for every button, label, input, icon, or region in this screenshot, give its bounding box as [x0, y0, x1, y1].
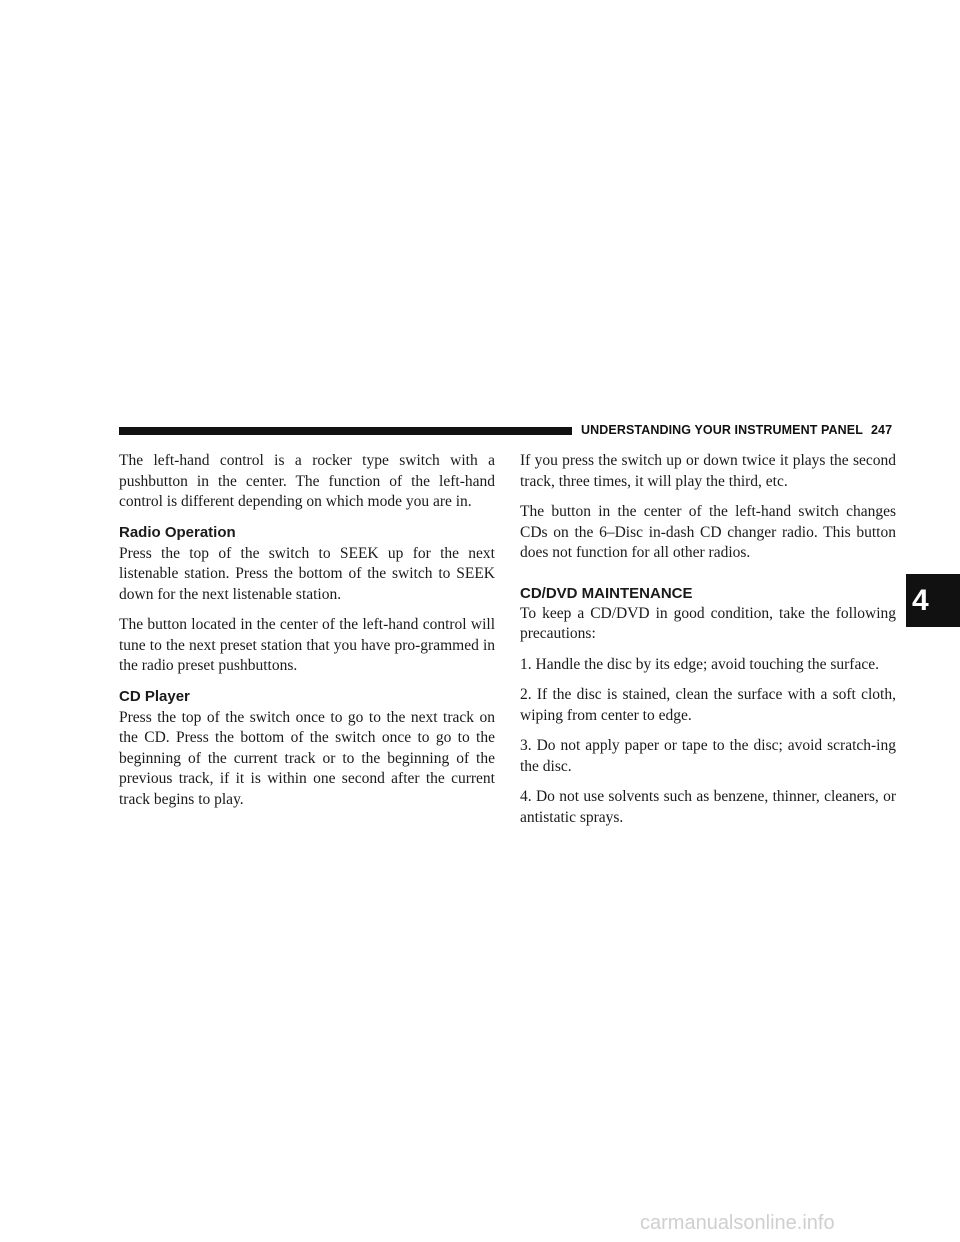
chapter-tab: 4 [906, 574, 960, 627]
precaution-item: 3. Do not apply paper or tape to the disc; avoid scratch-ing the disc. [520, 737, 896, 775]
maintenance-heading: CD/DVD MAINTENANCE [520, 584, 693, 602]
intro-paragraph: The left-hand control is a rocker type switch with a pushbutton in the center. The function of the left-hand control is different depending on which mode you are in. [119, 452, 495, 510]
right-column [520, 451, 896, 838]
page-number: 247 [870, 423, 893, 437]
cd-player-heading: CD Player [119, 687, 190, 705]
radio-preset-paragraph: The button located in the center of the left-hand control will tune to the next preset station that you have pro-grammed in the radio preset pushbuttons. [119, 616, 495, 674]
precaution-item: 2. If the disc is stained, clean the surface with a soft cloth, wiping from center to edge. [520, 686, 896, 724]
track-skip-paragraph: If you press the switch up or down twice it plays the second track, three times, it will play the third, etc. [520, 452, 896, 490]
cd-player-paragraph: Press the top of the switch once to go to the next track on the CD. Press the bottom of the switch once to go to the beginning of the current track or to the beginning of the previous track, if it is within one second after the current track begins to play. [119, 708, 495, 808]
precaution-item: 4. Do not use solvents such as benzene, thinner, cleaners, or antistatic sprays. [520, 788, 896, 826]
header-rule [119, 427, 572, 435]
radio-seek-paragraph: Press the top of the switch to SEEK up for the next listenable station. Press the bottom of the switch to SEEK down for the next listenable station. [119, 544, 495, 603]
precaution-item: 1. Handle the disc by its edge; avoid touching the surface. [520, 655, 879, 673]
section-title: UNDERSTANDING YOUR INSTRUMENT PANEL [581, 423, 863, 437]
watermark: carmanualsonline.info [640, 1212, 835, 1234]
left-column [119, 451, 495, 820]
maintenance-intro: To keep a CD/DVD in good condition, take the following precautions: [520, 604, 896, 642]
radio-operation-heading: Radio Operation [119, 523, 236, 541]
running-header [581, 423, 892, 437]
cd-changer-paragraph: The button in the center of the left-hand switch changes CDs on the 6–Disc in-dash CD changer radio. This button does not function for all other radios. [520, 503, 896, 561]
